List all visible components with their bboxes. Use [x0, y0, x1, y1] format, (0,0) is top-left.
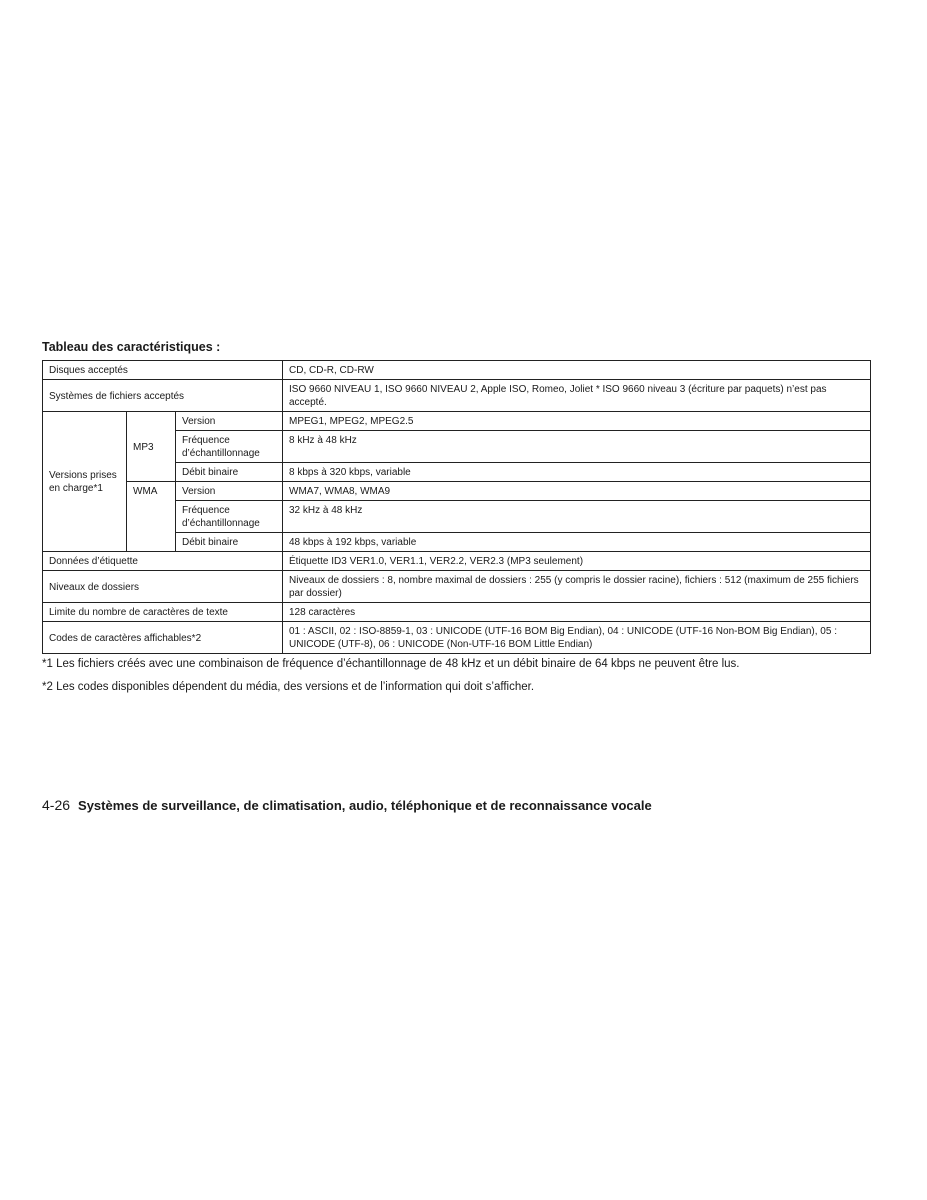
- mp3-label: MP3: [127, 412, 176, 482]
- table-row: [43, 571, 871, 603]
- wma-bitrate-label: Débit binaire: [176, 533, 283, 552]
- specifications-table: [42, 360, 871, 654]
- section-title: Tableau des caractéristiques :: [42, 340, 221, 354]
- footnote-2: *2 Les codes disponibles dépendent du média, des versions et de l’information qui doit s’afficher.: [42, 681, 535, 693]
- row-label: Limite du nombre de caractères de texte: [43, 603, 283, 622]
- row-value: ISO 9660 NIVEAU 1, ISO 9660 NIVEAU 2, Apple ISO, Romeo, Joliet * ISO 9660 niveau 3 (écriture par paquets) n’est pas accepté.: [283, 380, 871, 412]
- row-label: Données d’étiquette: [43, 552, 283, 571]
- mp3-version-value: MPEG1, MPEG2, MPEG2.5: [283, 412, 871, 431]
- wma-frequency-value: 32 kHz à 48 kHz: [283, 501, 871, 533]
- mp3-frequency-value: 8 kHz à 48 kHz: [283, 431, 871, 463]
- table-row: [43, 552, 871, 571]
- mp3-bitrate-label: Débit binaire: [176, 463, 283, 482]
- table-row: [43, 412, 871, 431]
- row-value: Niveaux de dossiers : 8, nombre maximal de dossiers : 255 (y compris le dossier racine), fichiers : 512 (maximum de 255 fichiers par dossier): [283, 571, 871, 603]
- wma-label: WMA: [127, 482, 176, 552]
- row-label: Codes de caractères affichables*2: [43, 622, 283, 654]
- page-number: 4-26: [42, 797, 71, 813]
- footnote-1: *1 Les fichiers créés avec une combinaison de fréquence d’échantillonnage de 48 kHz et un débit binaire de 64 kbps ne peuvent être lus.: [42, 658, 740, 670]
- row-value: Étiquette ID3 VER1.0, VER1.1, VER2.2, VER2.3 (MP3 seulement): [283, 552, 871, 571]
- wma-frequency-label: Fréquence d’échantillonnage: [176, 501, 283, 533]
- table-row: [43, 380, 871, 412]
- chapter-title: Systèmes de surveillance, de climatisation, audio, téléphonique et de reconnaissance vocale: [78, 798, 652, 813]
- versions-label: Versions prises en charge*1: [43, 412, 127, 552]
- row-value: CD, CD-R, CD-RW: [283, 361, 871, 380]
- row-value: 01 : ASCII, 02 : ISO-8859-1, 03 : UNICODE (UTF-16 BOM Big Endian), 04 : UNICODE (UTF-16 Non-BOM Big Endian), 05 : UNICODE (UTF-8), 06 : UNICODE (Non-UTF-16 BOM Little Endian): [283, 622, 871, 654]
- table-row: [43, 361, 871, 380]
- row-label: Disques acceptés: [43, 361, 283, 380]
- row-label: Niveaux de dossiers: [43, 571, 283, 603]
- mp3-frequency-label: Fréquence d’échantillonnage: [176, 431, 283, 463]
- row-label: Systèmes de fichiers acceptés: [43, 380, 283, 412]
- table-row: [43, 482, 871, 501]
- mp3-bitrate-value: 8 kbps à 320 kbps, variable: [283, 463, 871, 482]
- row-value: 128 caractères: [283, 603, 871, 622]
- wma-version-value: WMA7, WMA8, WMA9: [283, 482, 871, 501]
- table-row: [43, 622, 871, 654]
- table-row: [43, 603, 871, 622]
- wma-version-label: Version: [176, 482, 283, 501]
- wma-bitrate-value: 48 kbps à 192 kbps, variable: [283, 533, 871, 552]
- mp3-version-label: Version: [176, 412, 283, 431]
- page-footer: [42, 797, 652, 813]
